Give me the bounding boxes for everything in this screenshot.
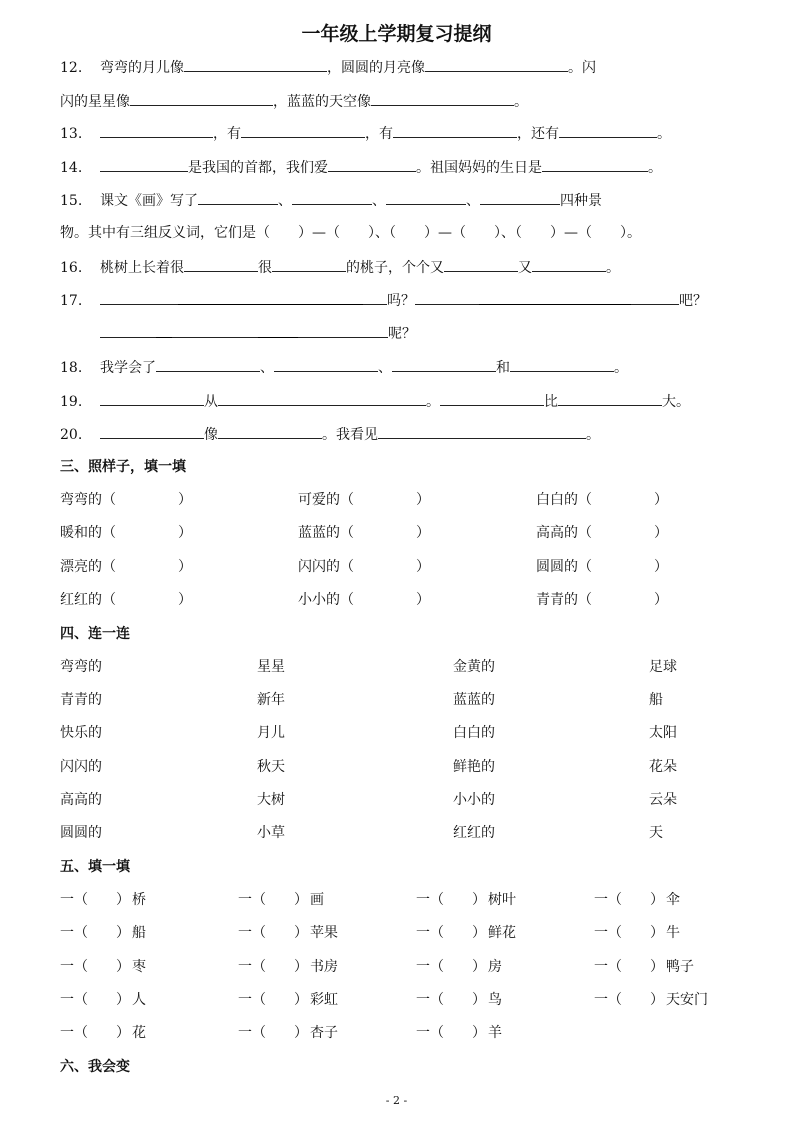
question-text: ，有 [213,126,241,142]
question-text: ，圆圆的月亮像 [327,60,425,76]
measure-word-item [60,889,146,911]
paren-close: ） [654,525,668,541]
question-15 [60,189,602,211]
answer-blank[interactable] [184,256,258,272]
fill-item [298,522,430,544]
answer-blank[interactable] [100,390,204,406]
measure-word-noun: 枣 [132,959,146,975]
section-heading: 六、我会变 [60,1059,130,1075]
answer-blank[interactable] [292,189,372,205]
paren-close: ） [654,592,668,608]
answer-blank[interactable] [542,156,648,172]
match-item[interactable]: 月儿 [257,725,285,741]
paren-open: （ [578,525,592,541]
answer-blank[interactable] [100,423,204,439]
answer-blank[interactable] [258,322,298,338]
measure-word-blank[interactable]: 一（ ） [594,992,664,1008]
separator: 、 [260,360,274,376]
measure-word-item [238,889,324,911]
paren-open: （ [102,592,116,608]
measure-word-noun: 苹果 [310,925,338,941]
fill-item-label: 圆圆的 [536,559,578,575]
measure-word-item [416,1022,502,1044]
answer-blank[interactable] [425,56,568,72]
measure-word-noun: 鸭子 [666,959,694,975]
question-text: 弯弯的月儿像 [100,60,184,76]
match-item[interactable]: 太阳 [649,725,677,741]
answer-blank[interactable] [480,189,560,205]
separator: 、 [466,193,480,209]
paren-open: （ [578,559,592,575]
question-number: 20. [60,427,83,443]
fill-item [298,556,430,578]
measure-word-blank[interactable]: 一（ ） [416,992,486,1008]
question-number: 15. [60,193,83,209]
question-text: 物。其中有三组反义词，它们是（ ）—（ ）、（ ）—（ ）、（ ）—（ ）。 [60,225,641,241]
measure-word-item [238,989,338,1011]
question-text: ，蓝蓝的天空像 [273,94,371,110]
match-item[interactable]: 小草 [257,825,285,841]
question-text: 。 [648,160,662,176]
question-text: 像 [204,427,218,443]
match-item[interactable]: 足球 [649,659,677,675]
answer-blank[interactable] [156,356,260,372]
paren-close: ） [178,525,192,541]
question-text: 的桃子，个个又 [346,260,444,276]
fill-item [60,489,192,511]
question-text: 四种景 [560,193,602,209]
measure-word-blank[interactable]: 一（ ） [594,959,664,975]
fill-item [60,556,192,578]
measure-word-noun: 鲜花 [488,925,516,941]
match-item[interactable]: 圆圆的 [60,825,102,841]
answer-blank[interactable] [100,156,188,172]
match-item[interactable]: 云朵 [649,792,677,808]
question-text: 桃树上长着很 [100,260,184,276]
fill-item [536,522,668,544]
question-number: 19. [60,394,83,410]
separator: 、 [378,360,392,376]
paren-close: ） [416,559,430,575]
separator: 、 [372,193,386,209]
measure-word-blank[interactable]: 一（ ） [238,892,308,908]
match-item[interactable]: 弯弯的 [60,659,102,675]
measure-word-noun: 花 [132,1025,146,1041]
section-heading: 三、照样子，填一填 [60,459,186,475]
match-item[interactable]: 花朵 [649,759,677,775]
paren-open: （ [102,559,116,575]
question-text: 。我看见 [322,427,378,443]
paren-close: ） [178,592,192,608]
fill-item-label: 闪闪的 [298,559,340,575]
question-text: 吗？ [387,293,415,309]
question-19 [60,390,690,412]
paren-close: ） [416,592,430,608]
answer-blank[interactable] [371,90,514,106]
section-heading: 五、填一填 [60,859,130,875]
fill-item [298,489,430,511]
fill-item [536,489,668,511]
answer-blank[interactable] [559,122,657,138]
question-text: 很 [258,260,272,276]
answer-blank[interactable] [100,289,178,305]
answer-blank[interactable] [272,256,346,272]
fill-item [298,589,430,611]
paren-open: （ [340,559,354,575]
paren-close: ） [178,559,192,575]
separator: 、 [278,193,292,209]
paren-open: （ [340,592,354,608]
measure-word-item [416,956,502,978]
question-text: 又 [518,260,532,276]
question-number: 17. [60,293,83,309]
fill-item [536,556,668,578]
match-item[interactable]: 小小的 [453,792,495,808]
fill-item-label: 漂亮的 [60,559,102,575]
paren-close: ） [654,492,668,508]
question-text: 大。 [662,394,690,410]
paren-open: （ [340,525,354,541]
answer-blank[interactable] [393,122,517,138]
measure-word-item [594,922,680,944]
measure-word-item [594,889,680,911]
question-20 [60,423,600,445]
measure-word-blank[interactable]: 一（ ） [60,992,130,1008]
answer-blank[interactable] [218,423,322,439]
measure-word-blank[interactable]: 一（ ） [238,992,308,1008]
answer-blank[interactable] [178,289,363,305]
measure-word-noun: 船 [132,925,146,941]
measure-word-blank[interactable]: 一（ ） [60,1025,130,1041]
fill-item-label: 红红的 [60,592,102,608]
measure-word-blank[interactable]: 一（ ） [416,1025,486,1041]
answer-blank[interactable] [558,390,662,406]
paren-close: ） [654,559,668,575]
fill-item [536,589,668,611]
paren-open: （ [578,492,592,508]
question-text: 是我国的首都，我们爱 [188,160,328,176]
measure-word-noun: 羊 [488,1025,502,1041]
measure-word-blank[interactable]: 一（ ） [416,925,486,941]
question-text: 。 [606,260,620,276]
answer-blank[interactable] [274,356,378,372]
question-text: 。 [657,126,671,142]
paren-open: （ [578,592,592,608]
question-text: 。闪 [568,60,596,76]
question-15-cont [60,222,641,244]
measure-word-noun: 书房 [310,959,338,975]
measure-word-item [238,1022,338,1044]
question-text: 闪的星星像 [60,94,130,110]
question-17-cont [60,322,416,344]
answer-blank[interactable] [241,122,365,138]
question-text: 和 [496,360,510,376]
question-12 [60,56,596,78]
measure-word-item [416,889,516,911]
question-text: ，还有 [517,126,559,142]
fill-item-label: 白白的 [536,492,578,508]
measure-word-noun: 房 [488,959,502,975]
measure-word-item [416,922,516,944]
match-item[interactable]: 蓝蓝的 [453,692,495,708]
match-item[interactable]: 金黄的 [453,659,495,675]
measure-word-noun: 伞 [666,892,680,908]
answer-blank[interactable] [184,56,327,72]
fill-item-label: 高高的 [536,525,578,541]
answer-blank[interactable] [198,189,278,205]
question-14 [60,156,662,178]
paren-close: ） [178,492,192,508]
question-text: 。 [586,427,600,443]
measure-word-noun: 天安门 [666,992,708,1008]
answer-blank[interactable] [363,289,387,305]
answer-blank[interactable] [378,423,586,439]
answer-blank[interactable] [392,356,496,372]
fill-item [60,589,192,611]
fill-item [60,522,192,544]
match-item[interactable]: 高高的 [60,792,102,808]
match-item[interactable]: 星星 [257,659,285,675]
question-text: 。 [614,360,628,376]
question-16 [60,256,620,278]
question-number: 13. [60,126,83,142]
answer-blank[interactable] [328,156,416,172]
match-item[interactable]: 鲜艳的 [453,759,495,775]
question-number: 16. [60,260,83,276]
measure-word-noun: 树叶 [488,892,516,908]
measure-word-blank[interactable]: 一（ ） [238,959,308,975]
match-item[interactable]: 白白的 [453,725,495,741]
measure-word-item [238,922,338,944]
question-12-cont [60,90,528,112]
answer-blank[interactable] [440,390,544,406]
answer-blank[interactable] [444,256,518,272]
question-18 [60,356,628,378]
fill-item-label: 青青的 [536,592,578,608]
measure-word-blank[interactable]: 一（ ） [416,892,486,908]
paren-close: ） [416,492,430,508]
answer-blank[interactable] [172,322,258,338]
question-text: 。祖国妈妈的生日是 [416,160,542,176]
answer-blank[interactable] [386,189,466,205]
measure-word-noun: 鸟 [488,992,502,1008]
answer-blank[interactable] [510,356,614,372]
paren-open: （ [102,525,116,541]
question-text: 吧？ [679,293,707,309]
answer-blank[interactable] [298,322,388,338]
fill-item-label: 暖和的 [60,525,102,541]
measure-word-item [60,1022,146,1044]
answer-blank[interactable] [100,122,213,138]
match-item[interactable]: 新年 [257,692,285,708]
answer-blank[interactable] [631,289,679,305]
measure-word-item [60,989,146,1011]
answer-blank[interactable] [415,289,479,305]
match-item[interactable]: 青青的 [60,692,102,708]
question-text: 我学会了 [100,360,156,376]
match-item[interactable]: 快乐的 [60,725,102,741]
question-text: ，有 [365,126,393,142]
question-number: 14. [60,160,83,176]
measure-word-blank[interactable]: 一（ ） [238,1025,308,1041]
match-item[interactable]: 大树 [257,792,285,808]
page-number: - 2 - [385,1094,408,1107]
question-text: 比 [544,394,558,410]
measure-word-blank[interactable]: 一（ ） [416,959,486,975]
section-heading: 四、连一连 [60,626,130,642]
answer-blank[interactable] [130,90,273,106]
measure-word-item [238,956,338,978]
question-text: 课文《画》写了 [100,193,198,209]
question-number: 12. [60,60,83,76]
fill-item-label: 可爱的 [298,492,340,508]
measure-word-blank[interactable]: 一（ ） [60,925,130,941]
measure-word-blank[interactable]: 一（ ） [594,925,664,941]
answer-blank[interactable] [218,390,426,406]
fill-item-label: 弯弯的 [60,492,102,508]
question-13 [60,122,671,144]
measure-word-noun: 桥 [132,892,146,908]
question-17 [60,289,707,311]
question-text: 呢？ [388,326,416,342]
measure-word-noun: 画 [310,892,324,908]
answer-blank[interactable] [532,256,606,272]
match-item[interactable]: 秋天 [257,759,285,775]
fill-item-label: 蓝蓝的 [298,525,340,541]
page-title: 一年级上学期复习提纲 [301,23,492,45]
measure-word-noun: 杏子 [310,1025,338,1041]
answer-blank[interactable] [156,322,172,338]
question-text: 从 [204,394,218,410]
question-number: 18. [60,360,83,376]
match-item[interactable]: 红红的 [453,825,495,841]
measure-word-blank[interactable]: 一（ ） [60,959,130,975]
measure-word-item [60,956,146,978]
measure-word-blank[interactable]: 一（ ） [60,892,130,908]
match-item[interactable]: 闪闪的 [60,759,102,775]
measure-word-item [416,989,502,1011]
measure-word-noun: 牛 [666,925,680,941]
measure-word-blank[interactable]: 一（ ） [238,925,308,941]
measure-word-noun: 彩虹 [310,992,338,1008]
measure-word-item [594,989,708,1011]
paren-open: （ [340,492,354,508]
measure-word-blank[interactable]: 一（ ） [594,892,664,908]
measure-word-item [594,956,694,978]
question-text: 。 [426,394,440,410]
measure-word-item [60,922,146,944]
paren-close: ） [416,525,430,541]
match-item[interactable]: 天 [649,825,663,841]
question-text: 。 [514,94,528,110]
answer-blank[interactable] [100,322,156,338]
match-item[interactable]: 船 [649,692,663,708]
fill-item-label: 小小的 [298,592,340,608]
paren-open: （ [102,492,116,508]
measure-word-noun: 人 [132,992,146,1008]
answer-blank[interactable] [479,289,631,305]
